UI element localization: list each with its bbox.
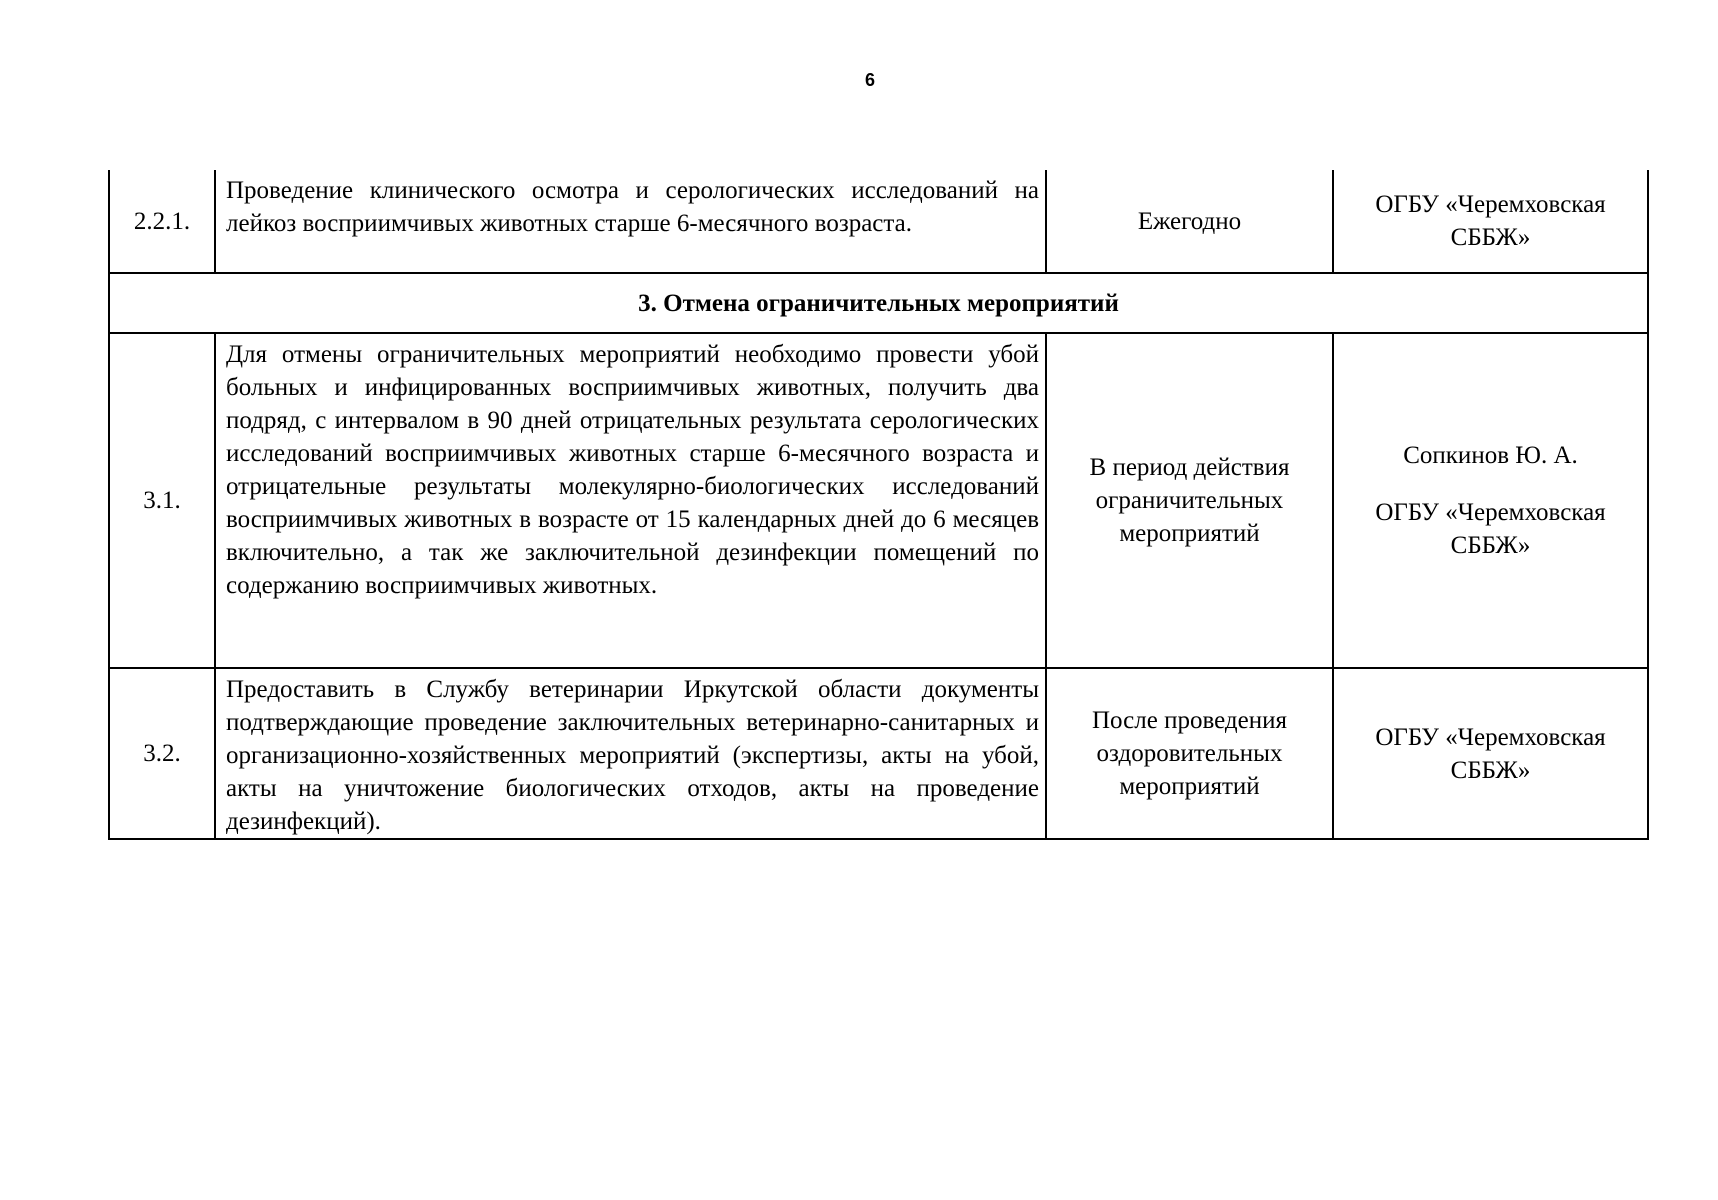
row-number: 3.2. (109, 668, 215, 839)
measure-description: Предоставить в Службу ветеринарии Иркутской области документы подтверждающие проведение заключительных ветеринарно-санитарных и организационно-хозяйственных мероприятий (экспертизы, акты на убой, акты на уничтожение биологических отходов, акты на проведение дезинфекций). (215, 668, 1046, 839)
executor-name: ОГБУ «Черемховская СББЖ» (1375, 191, 1606, 251)
table-row (109, 668, 1648, 839)
executor-name: ОГБУ «Черемховская СББЖ» (1375, 723, 1606, 784)
executor-name: ОГБУ «Черемховская СББЖ» (1375, 499, 1606, 559)
measures-table (108, 170, 1649, 840)
measure-executor (1333, 668, 1648, 839)
measure-description: Для отмены ограничительных мероприятий необходимо провести убой больных и инфицированных восприимчивых животных, получить два подряд, с интервалом в 90 дней отрицательных результата серологических исследований восприимчивых животных старше 6-месячного возраста и отрицательные результаты молекулярно-биологических исследований восприимчивых животных в возрасте от 15 календарных дней до 6 месяцев включительно, а так же заключительной дезинфекции помещений по содержанию восприимчивых животных. (215, 333, 1046, 668)
measure-term: После проведения оздоровительных мероприятий (1046, 668, 1333, 839)
row-number: 2.2.1. (109, 170, 215, 273)
table-row (109, 170, 1648, 273)
measure-description: Проведение клинического осмотра и серологических исследований на лейкоз восприимчивых животных старше 6-месячного возраста. (215, 170, 1046, 273)
executor-name: Сопкинов Ю. А. (1403, 442, 1578, 469)
section-row (109, 273, 1648, 333)
measure-executor (1333, 333, 1648, 668)
measure-term: Ежегодно (1046, 170, 1333, 273)
section-title: 3. Отмена ограничительных мероприятий (109, 273, 1648, 333)
row-number: 3.1. (109, 333, 215, 668)
table-row (109, 333, 1648, 668)
measure-executor (1333, 170, 1648, 273)
measure-term: В период действия ограничительных мероприятий (1046, 333, 1333, 668)
page-number: 6 (864, 70, 875, 90)
